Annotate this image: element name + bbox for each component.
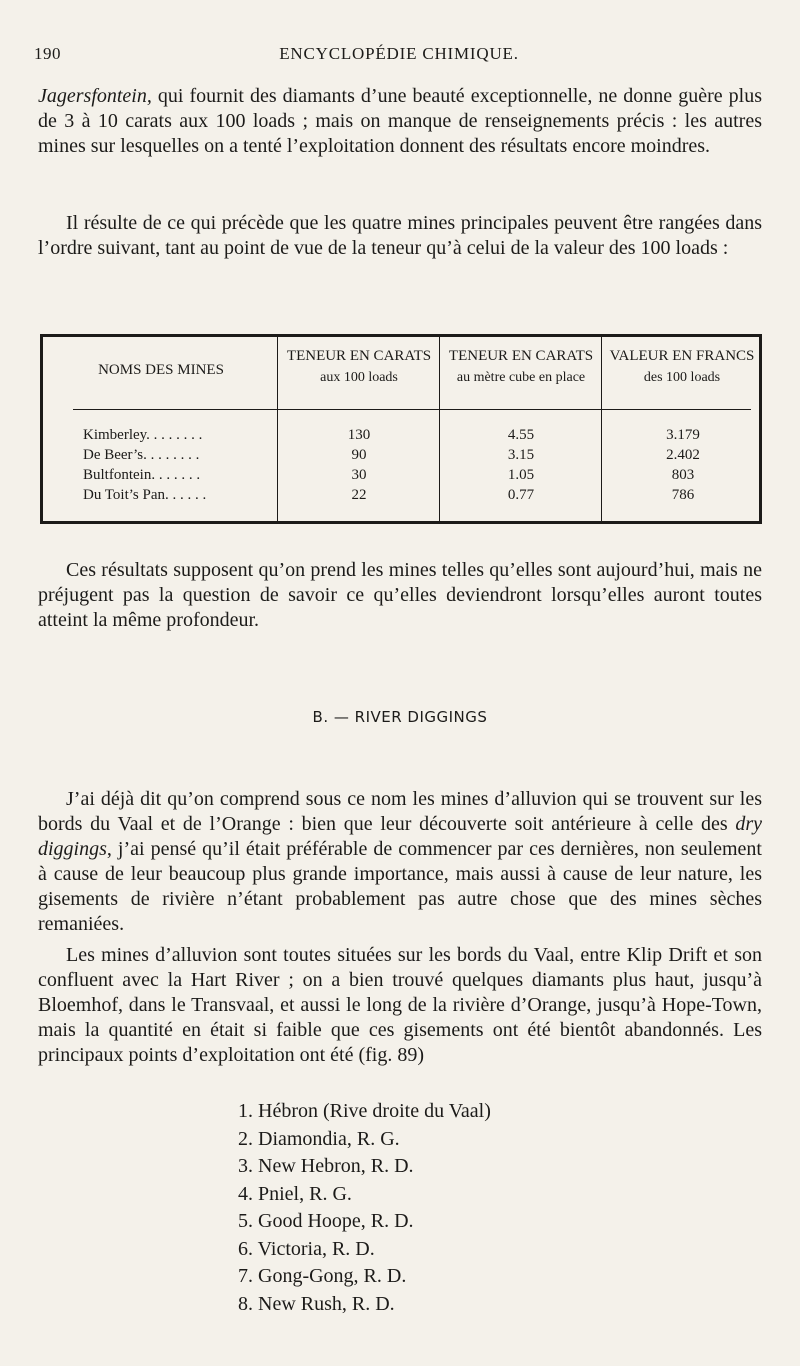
- list-item: 8. New Rush, R. D.: [238, 1292, 395, 1315]
- paragraph-ranking-intro: Il résulte de ce qui précède que les quatre mines principales peuvent être rangées dans l’ordre suivant, tant au point de vue de la teneur qu’à celui de la valeur des 100 loads :: [38, 212, 762, 259]
- running-title: ENCYCLOPÉDIE CHIMIQUE.: [279, 44, 519, 63]
- carats-100-loads: 130: [347, 427, 371, 443]
- list-item: 3. New Hebron, R. D.: [238, 1155, 414, 1177]
- text-before: J’ai déjà dit qu’on comprend sous ce nom les mines d’alluvion qui se trouvent sur les bords du Vaal et de l’Orange : bien que leur découverte soit antérieure à celle des: [38, 788, 762, 835]
- value-francs: 803: [671, 467, 695, 483]
- header-line2: au mètre cube en place: [456, 370, 586, 385]
- carats-100-loads: 90: [351, 447, 367, 463]
- paragraph-river-diggings: [38, 787, 762, 937]
- section-title: B. — RIVER DIGGINGS: [312, 708, 488, 726]
- paragraph-text: qui fournit des diamants d’une beauté exceptionnelle, ne donne guère plus de 3 à 10 carats aux 100 loads ; mais on manque de renseignements précis : les autres mines sur lesquelles on a tenté l’exploitation donnent des résultats encore moindres.: [38, 85, 762, 157]
- value-francs: 3.179: [666, 427, 700, 443]
- header-line2: des 100 loads: [643, 370, 721, 385]
- carats-m3: 3.15: [507, 447, 535, 463]
- mine-name: Bultfontein. . . . . . .: [83, 467, 201, 483]
- carats-m3: 1.05: [507, 467, 535, 483]
- table-header-carats-m3: [441, 345, 601, 407]
- paragraph-results-note: Ces résultats supposent qu’on prend les mines telles qu’elles sont aujourd’hui, mais ne préjugent pas la question de savoir ce qu’elles deviendront lorsqu’elles auront toutes atteint la même profondeur.: [38, 559, 762, 631]
- list-item: 6. Victoria, R. D.: [238, 1237, 375, 1260]
- value-francs: 786: [671, 487, 695, 503]
- carats-100-loads: 30: [351, 467, 367, 483]
- list-item: 5. Good Hoope, R. D.: [238, 1210, 414, 1232]
- header-line1: TENEUR EN CARATS: [448, 348, 594, 364]
- paragraph-jagersfontein: [38, 84, 762, 159]
- table-row: [43, 427, 759, 448]
- carats-m3: 4.55: [507, 427, 535, 443]
- header-line1: VALEUR EN FRANCS: [609, 348, 755, 364]
- table-header-value: [603, 345, 761, 407]
- running-header: [34, 44, 764, 70]
- mine-name: De Beer’s. . . . . . . .: [83, 447, 200, 463]
- page-number: 190: [34, 44, 61, 63]
- mine-name: Kimberley. . . . . . . .: [83, 427, 203, 443]
- header-line1: TENEUR EN CARATS: [286, 348, 432, 364]
- text-after: , j’ai pensé qu’il était préférable de commencer par ces dernières, non seulement à cause de leur beaucoup plus grande importance, mais aussi à cause de leur nature, les gisements de rivière n’étant probablement pas autre chose que des mines sèches remaniées.: [38, 838, 762, 935]
- list-item: 1. Hébron (Rive droite du Vaal): [238, 1100, 491, 1122]
- carats-100-loads: 22: [351, 487, 367, 503]
- header-rule: [73, 409, 751, 410]
- exploitation-points-list: [238, 1098, 491, 1318]
- header-line1: NOMS DES MINES: [98, 362, 224, 378]
- header-line2: aux 100 loads: [320, 370, 398, 385]
- list-item: 7. Gong-Gong, R. D.: [238, 1265, 407, 1287]
- table-row: [43, 487, 759, 508]
- table-header-names: [43, 359, 279, 421]
- value-francs: 2.402: [666, 447, 700, 463]
- mines-table: [40, 334, 762, 524]
- table-header-carats-loads: [279, 345, 439, 407]
- carats-m3: 0.77: [507, 487, 535, 503]
- italic-lead: Jagersfontein,: [38, 85, 152, 107]
- italic-term: dry diggings: [38, 813, 762, 860]
- list-item: 2. Diamondia, R. G.: [238, 1127, 400, 1150]
- table-row: [43, 447, 759, 468]
- list-item: 4. Pniel, R. G.: [238, 1182, 352, 1205]
- table-row: [43, 467, 759, 488]
- mine-name: Du Toit’s Pan. . . . . .: [83, 487, 207, 503]
- paragraph-alluvial-mines: Les mines d’alluvion sont toutes situées sur les bords du Vaal, entre Klip Drift et son confluent avec la Hart River ; on a bien trouvé quelques diamants plus haut, jusqu’à Bloemhof, dans le Transvaal, et aussi le long de la rivière d’Orange, jusqu’à Hope-Town, mais la quantité en était si faible que ces gisements ont été bientôt abandonnés. Les principaux points d’exploitation ont été (fig. 89): [38, 944, 762, 1066]
